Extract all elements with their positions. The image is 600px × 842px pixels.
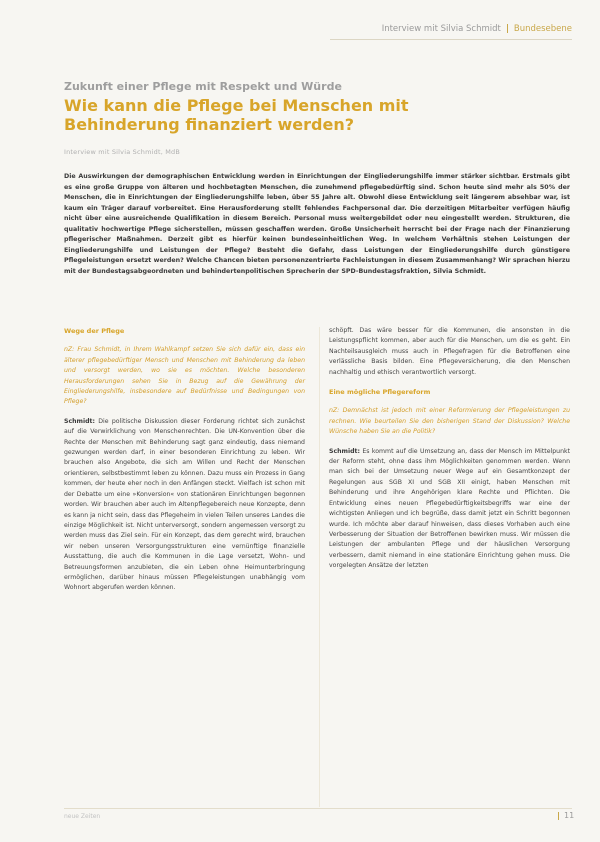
right-intro: schöpft. Das wäre besser für die Kommunen, die ansonsten in die Leistungspflicht kommen, aber auch für die Menschen, um die es geht. Ein Nachteilsausgleich muss auch in Pflegefragen für die Betroffenen eine verlässliche Basis bilden. Eine Pflegeversicherung, die den Menschen nachhaltig und ethisch verantwortlich versorgt. xyxy=(329,327,570,376)
left-speaker: Schmidt: xyxy=(64,417,95,425)
header-rule xyxy=(330,39,572,40)
right-subhead: Eine mögliche Pflegereform xyxy=(329,388,431,397)
page-number xyxy=(558,811,574,820)
article-intro: Die Auswirkungen der demographischen Entwicklung werden in Einrichtungen der Eingliederungshilfe immer stärker sichtbar. Erstmals gibt es eine große Gruppe von älteren und hochbetagten Menschen, die zunehmend pflegebedürftig sind. Schon heute sind mehr als 50% der Menschen, die in Einrichtungen der Eingliederungshilfe leben, über 55 Jahre alt. Obwohl diese Entwicklung seit längerem absehbar war, ist kaum ein Träger darauf vorbereitet. Eine Herausforderung stellt fehlendes Fachpersonal dar. Die derzeitigen Mitarbeiter verfügen häufig nicht über eine ausreichende Qualifikation in diesem Bereich. Personal muss weitergebildet oder neu eingestellt werden. Strukturen, die qualitativ hochwertige Pflege sicherstellen, müssen geschaffen werden. Große Unsicherheit herrscht bei der Frage nach der Finanzierung pflegerischer Maßnahmen. Derzeit gibt es hierfür keinen bundeseinheitlichen Weg. In welchem Verhältnis stehen Leistungen der Eingliederungshilfe und Leistungen der Pflege? Besteht die Gefahr, dass Leistungen der Eingliederungshilfe durch günstigere Pflegeleistungen ersetzt werden? Welche Chancen bieten personenzentrierte Fachleistungen in diesem Zusammenhang? Wir sprachen hierzu mit der Bundestagsabgeordneten und behindertenpolitischen Sprecherin der SPD-Bundestagsfraktion, Silvia Schmidt. xyxy=(64,173,570,275)
header-section: Bundesebene xyxy=(513,24,572,34)
article-byline: Interview mit Silvia Schmidt, MdB xyxy=(64,148,181,156)
running-header xyxy=(382,24,572,34)
column-divider xyxy=(319,327,320,807)
header-title: Interview mit Silvia Schmidt xyxy=(381,24,501,34)
left-subhead: Wege der Pflege xyxy=(64,327,125,335)
left-answer: Die politische Diskussion dieser Forderung richtet sich zunächst auf die Verwirklichung von Menschenrechten. Die UN-Konvention über die Rechte der Menschen mit Behinderung sagt ganz eindeutig, dass niemand gezwungen werden darf, in einer besonderen Einrichtung zu leben. Wir brauchen also Angebote, die sich am Willen und Recht der Menschen orientieren, selbstbestimmt leben zu können. Dazu muss ein Prozess in Gang kommen, der heute eher noch in den Anfängen steckt. Vielfach ist schon mit der Debatte um eine »Konversion« von stationären Einrichtungen begonnen worden. Wir brauchen aber auch im Altenpflegebereich neue Konzepte, denn es kann ja nicht sein, dass das Pflegeheim in vielen Teilen unseres Landes die einzige Möglichkeit ist. Nicht unterversorgt, sondern angemessen versorgt zu werden muss das Ziel sein. Für ein Konzept, das dem gerecht wird, brauchen wir neben unseren Versorgungsstrukturen eine vernünftige finanzielle Ausstattung, die auch die Kommunen in die Lage versetzt, Wohn- und Betreuungsformen anzubieten, die ein Leben ohne Heimunterbringung ermöglichen, darüber hinaus müssen Pflegeleistungen unabhängig vom Wohnort abgerufen werden können. xyxy=(64,417,306,592)
right-answer-paragraph xyxy=(329,447,570,572)
left-question: nZ: Frau Schmidt, in Ihrem Wahlkampf setzen Sie sich dafür ein, dass ein älterer pflegebedürftiger Mensch und Menschen mit Behinderung da leben und versorgt werden, wo sie es möchten. Welche besonderen Herausforderungen sehen Sie in Bezug auf die Gewährung der Eingliederungshilfe, insbesondere auf Bedürfnisse und Bedingungen von Pflege? xyxy=(64,346,305,406)
footer-separator xyxy=(558,812,559,820)
footer-publication: neue Zeiten xyxy=(64,813,101,820)
right-answer: Es kommt auf die Umsetzung an, dass der Mensch im Mittelpunkt der Reform steht, ohne dass ihm Möglichkeiten genommen werden. Wenn man sich bei der Umsetzung neuer Wege auf ein Gesamtkonzept der Regelungen aus SGB XI und SGB XII einigt, haben Menschen mit Behinderung und ihre Angehörigen klare Rechte und Pflichten. Die Entwicklung eines neuen Pflegebedürftigkeitsbegriffs war eine der wichtigsten Anliegen und ich begrüße, dass damit jetzt ein Schritt begonnen wurde. Ich möchte aber darauf hinweisen, dass dieses Vorhaben auch eine Verbesserung der Situation der Betroffenen bewirken muss. Wir müssen die Leistungen der ambulanten Pflege und der häuslichen Versorgung verbessern, damit niemand in eine stationäre Einrichtung gehen muss. Die vorgelegten Ansätze der letzten xyxy=(329,447,571,570)
header-separator xyxy=(507,24,508,33)
right-speaker: Schmidt: xyxy=(329,447,360,455)
right-column xyxy=(329,326,570,581)
left-column xyxy=(64,326,305,603)
right-question: nZ: Demnächst ist jedoch mit einer Reformierung der Pflegeleistungen zu rechnen. Wie beurteilen Sie den bisherigen Stand der Diskussion? Welche Wünsche haben Sie an die Politik? xyxy=(329,407,570,436)
left-answer-paragraph xyxy=(64,417,305,594)
article-kicker: Zukunft einer Pflege mit Respekt und Würde xyxy=(64,80,342,93)
page-number-value: 11 xyxy=(564,811,575,820)
footer-rule xyxy=(64,808,572,809)
article-headline: Wie kann die Pflege bei Menschen mit Behinderung finanziert werden? xyxy=(64,96,409,134)
